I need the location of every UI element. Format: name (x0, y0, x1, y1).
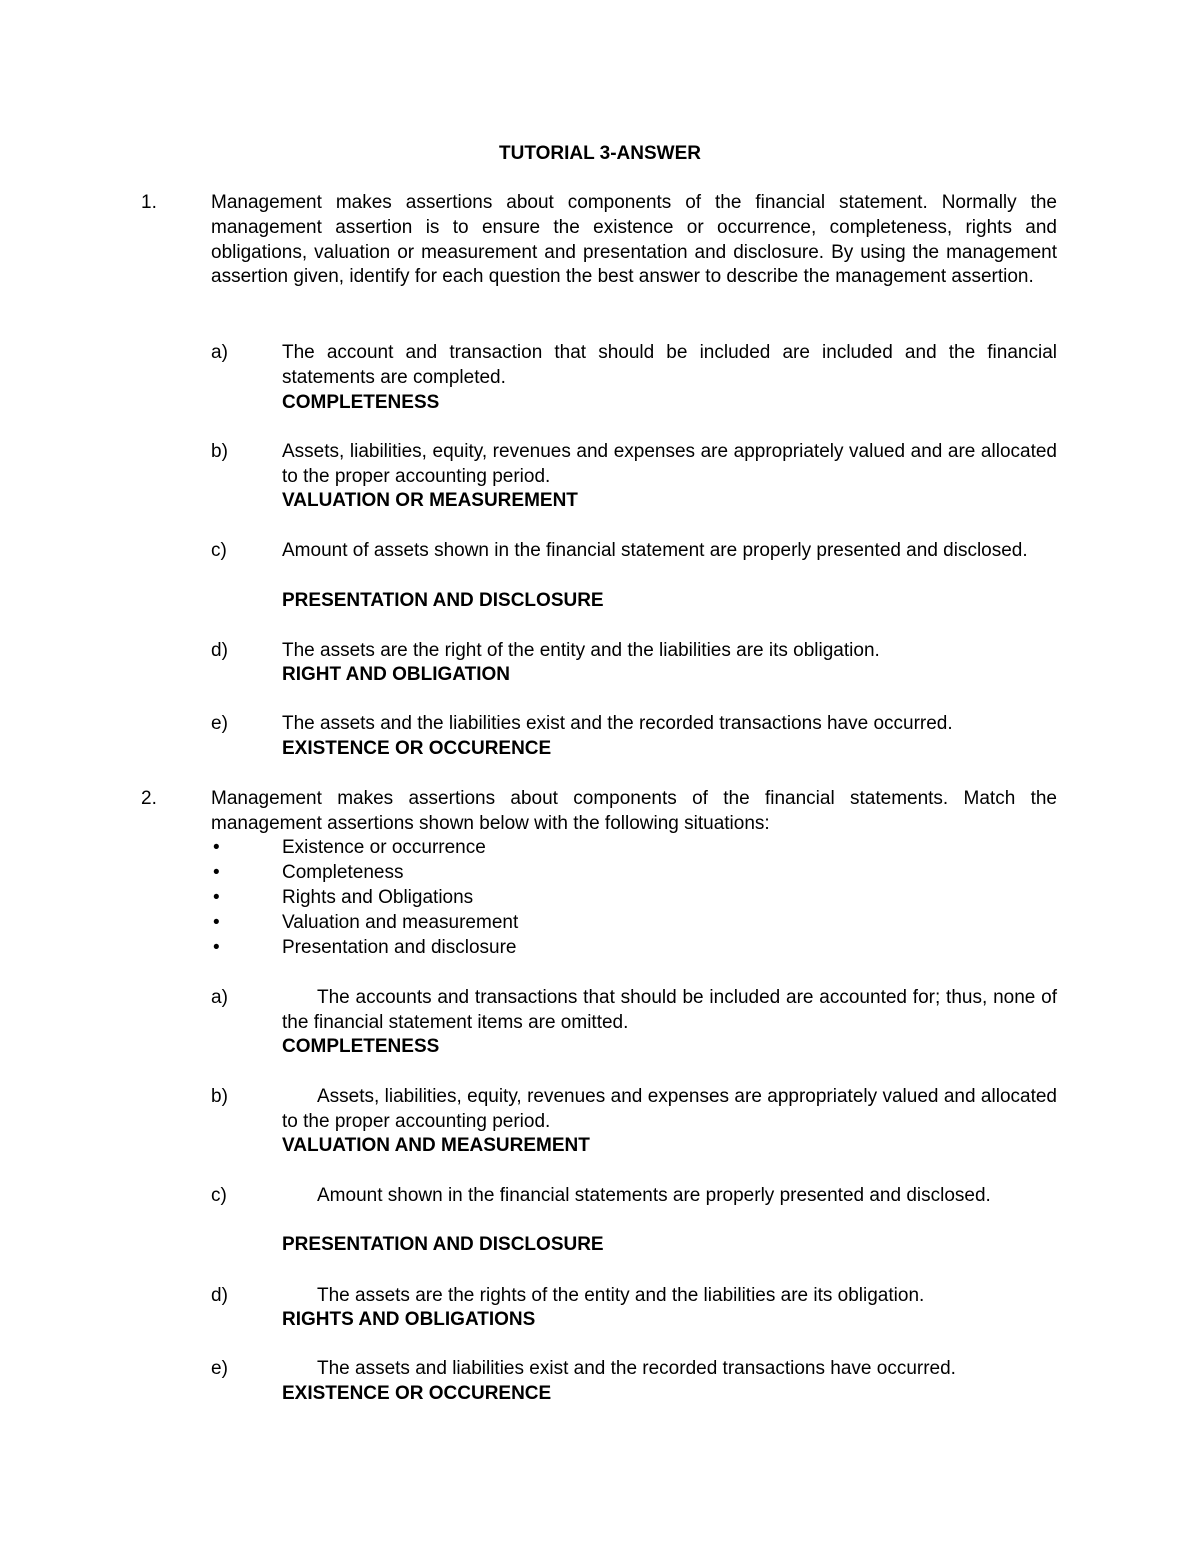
q1-item-d-label: d) (211, 640, 228, 661)
bullet-icon: • (213, 887, 220, 908)
bullet-item: Presentation and disclosure (282, 937, 517, 958)
bullet-icon: • (213, 862, 220, 883)
question-2-text: Management makes assertions about components of the financial statements. Match the management assertions shown below with the following situations: (211, 788, 1057, 834)
q1-item-e-answer: EXISTENCE OR OCCURENCE (282, 738, 552, 759)
q2-item-d-text: The assets are the rights of the entity and the liabilities are its obligation. (317, 1285, 925, 1306)
q2-item-b-label: b) (211, 1086, 228, 1107)
q2-item-a-text: The accounts and transactions that should be included are accounted for; thus, none of the financial statement items are omitted. (282, 987, 1057, 1033)
q2-item-d-label: d) (211, 1285, 228, 1306)
q1-item-b-label: b) (211, 441, 228, 462)
q2-item-e-text: The assets and liabilities exist and the recorded transactions have occurred. (317, 1358, 956, 1379)
q1-item-e-label: e) (211, 713, 228, 734)
bullet-icon: • (213, 837, 220, 858)
q2-item-c-answer: PRESENTATION AND DISCLOSURE (282, 1234, 604, 1255)
q2-item-e-label: e) (211, 1358, 228, 1379)
q1-item-b-text: Assets, liabilities, equity, revenues and expenses are appropriately valued and are allocated to the proper accounting period. (282, 441, 1057, 487)
q1-item-e-text: The assets and the liabilities exist and the recorded transactions have occurred. (282, 713, 953, 734)
bullet-icon: • (213, 937, 220, 958)
q1-item-b-answer: VALUATION OR MEASUREMENT (282, 490, 578, 511)
q2-item-a-answer: COMPLETENESS (282, 1036, 440, 1057)
q1-item-a-answer: COMPLETENESS (282, 392, 440, 413)
bullet-item: Rights and Obligations (282, 887, 474, 908)
question-1-text: Management makes assertions about components of the financial statement. Normally the management assertion is to ensure the existence or occurrence, completeness, rights and obligations, valuation or measurement and presentation and disclosure. By using the management assertion given, identify for each question the best answer to describe the management assertion. (211, 192, 1057, 288)
q2-item-c-label: c) (211, 1185, 227, 1206)
q1-item-c-text: Amount of assets shown in the financial statement are properly presented and disclosed. (282, 540, 1028, 561)
q2-item-a-label: a) (211, 987, 228, 1008)
bullet-item: Valuation and measurement (282, 912, 519, 933)
q2-item-d-answer: RIGHTS AND OBLIGATIONS (282, 1309, 536, 1330)
q1-item-a-text: The account and transaction that should be included are included and the financial statements are completed. (282, 342, 1057, 388)
question-2-number: 2. (141, 788, 157, 809)
q1-item-c-label: c) (211, 540, 227, 561)
bullet-item: Existence or occurrence (282, 837, 486, 858)
q1-item-c-answer: PRESENTATION AND DISCLOSURE (282, 590, 604, 611)
bullet-icon: • (213, 912, 220, 933)
q2-item-e-answer: EXISTENCE OR OCCURENCE (282, 1383, 552, 1404)
q2-item-c-text: Amount shown in the financial statements are properly presented and disclosed. (317, 1185, 991, 1206)
q1-item-a-label: a) (211, 342, 228, 363)
q1-item-d-answer: RIGHT AND OBLIGATION (282, 664, 510, 685)
q2-item-b-text: Assets, liabilities, equity, revenues and expenses are appropriately valued and allocated to the proper accounting period. (282, 1086, 1057, 1132)
question-1-number: 1. (141, 192, 157, 213)
page-title: TUTORIAL 3-ANSWER (499, 143, 701, 164)
q2-item-b-answer: VALUATION AND MEASUREMENT (282, 1135, 590, 1156)
q1-item-d-text: The assets are the right of the entity and the liabilities are its obligation. (282, 640, 880, 661)
bullet-item: Completeness (282, 862, 404, 883)
